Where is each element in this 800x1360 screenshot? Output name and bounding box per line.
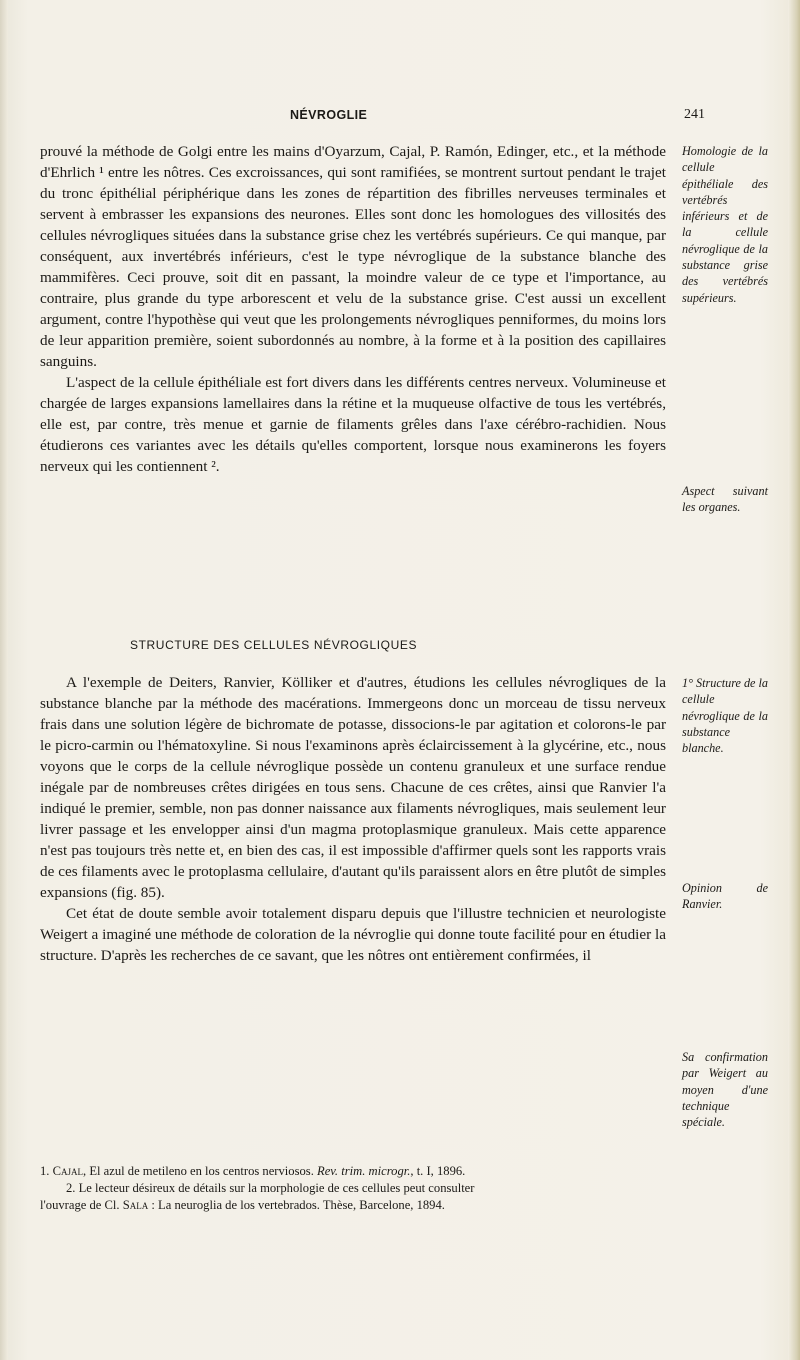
footnote-ref: , t. I, 1896. [410, 1164, 466, 1178]
footnote-text: , El azul de metileno en los centros nerviosos. [83, 1164, 314, 1178]
margin-note-homologie: Homologie de la cellule épithéliale des vertébrés inférieurs et de la cellule névroglique de la substance grise des vertébrés supérieurs. [682, 144, 768, 305]
footnote-text: : La neuroglia de los vertebrados. Thèse, Barcelone, 1894. [151, 1198, 445, 1212]
footnote-text: Le lecteur désireux de détails sur la morphologie de ces cellules peut consulter [78, 1181, 475, 1195]
footnote-number: 1. [40, 1164, 50, 1178]
running-head: NÉVROGLIE [290, 108, 368, 122]
paragraph-weigert: Cet état de doute semble avoir totalement disparu depuis que l'illustre technicien et neurologiste Weigert a imaginé une méthode de coloration de la névroglie qui donne toute facilité pour en étudier la structure. D'après les recherches de ce savant, que les nôtres ont entièrement confirmées, il [40, 905, 666, 964]
footnotes [40, 1163, 668, 1214]
paragraph-homologie: prouvé la méthode de Golgi entre les mains d'Oyarzum, Cajal, P. Ramón, Edinger, etc., et la méthode d'Ehrlich ¹ entre les nôtres. Ces excroissances, qui sont ramifiées, se montrent surtout pendant le trajet du tronc épithélial périphérique dans les zones de répartition des fibrilles nerveuses terminales et servent à embrasser les expansions des neurones. Elles sont donc les homologues des villosités des cellules névrogliques situées dans la substance grise chez les vertébrés supérieurs. Ce qui manque, par conséquent, aux invertébrés inférieurs, c'est le type névroglique de la substance blanche des mammifères. Ceci prouve, soit dit en passant, la moindre valeur de ce type et l'importance, au contraire, plus grande du type arborescent et velu de la substance grise. C'est aussi un excellent argument, contre l'hypothèse qui veut que les prolongements névrogliques penniformes, du moins lors de leur apparition première, soient subordonnés au nombre, à la forme et à la position des capillaires sanguins. [40, 143, 666, 370]
margin-note-structure: 1° Structure de la cellule névroglique de la substance blanche. [682, 676, 768, 756]
paragraph-structure: A l'exemple de Deiters, Ranvier, Kölliker et d'autres, étudions les cellules névrogliques de la substance blanche par la méthode des macérations. Immergeons donc un morceau de tissu nerveux frais dans une solution légère de bichromate de potasse, dissocions-le par agitation et colorons-le par le picro-carmin ou l'hématoxyline. Si nous l'examinons après éclaircissement à la glycérine, etc., nous voyons que le corps de la cellule névroglique possède un contenu granuleux et une surface rendue inégale par de nombreuses crêtes dirigées en tous sens. Chacune de ces crêtes, ainsi que Ranvier l'a indiqué le premier, semble, non pas donner naissance aux filaments névrogliques, mais seulement leur livrer passage et les envelopper ainsi d'un magma protoplasmique granuleux. Mais cette apparence n'est pas toujours très nette et, en bien des cas, il est impossible d'affirmer quels sont les rapports vrais de ces filaments avec le protoplasma cellulaire, d'autant qu'ils paraissent alors en être plutôt de simples expansions (fig. 85). [40, 674, 666, 901]
binding-gutter [0, 0, 8, 1360]
footnote-2-continued [40, 1197, 668, 1214]
paragraph-aspect: L'aspect de la cellule épithéliale est fort divers dans les différents centres nerveux. Volumineuse et chargée de larges expansions lamellaires dans la rétine et la muqueuse olfactive de tous les vertébrés, elle est, par contre, très menue et garnie de filaments grêles dans l'axe cérébro-rachidien. Nous étudierons ces variantes avec les détails qu'elles comportent, lorsque nous examinerons les foyers nerveux qui les contiennent ². [40, 374, 666, 475]
footnote-journal: Rev. trim. microgr. [317, 1164, 411, 1178]
footnote-1 [40, 1163, 668, 1180]
body-text-top [40, 141, 666, 477]
footnote-author: Sala [122, 1198, 149, 1212]
page-number: 241 [684, 107, 705, 122]
section-heading: STRUCTURE DES CELLULES NÉVROGLIQUES [130, 638, 418, 652]
footnote-text: l'ouvrage de Cl. [40, 1198, 120, 1212]
footnote-number: 2. [66, 1181, 76, 1195]
margin-note-ranvier: Opinion de Ranvier. [682, 881, 768, 912]
footnote-2 [40, 1180, 668, 1197]
body-text-bottom [40, 672, 666, 966]
page-edge [788, 0, 800, 1360]
margin-note-weigert: Sa confirmation par Weigert au moyen d'une technique spéciale. [682, 1050, 768, 1130]
margin-note-aspect: Aspect suivant les organes. [682, 484, 768, 515]
footnote-author: Cajal [52, 1164, 84, 1178]
